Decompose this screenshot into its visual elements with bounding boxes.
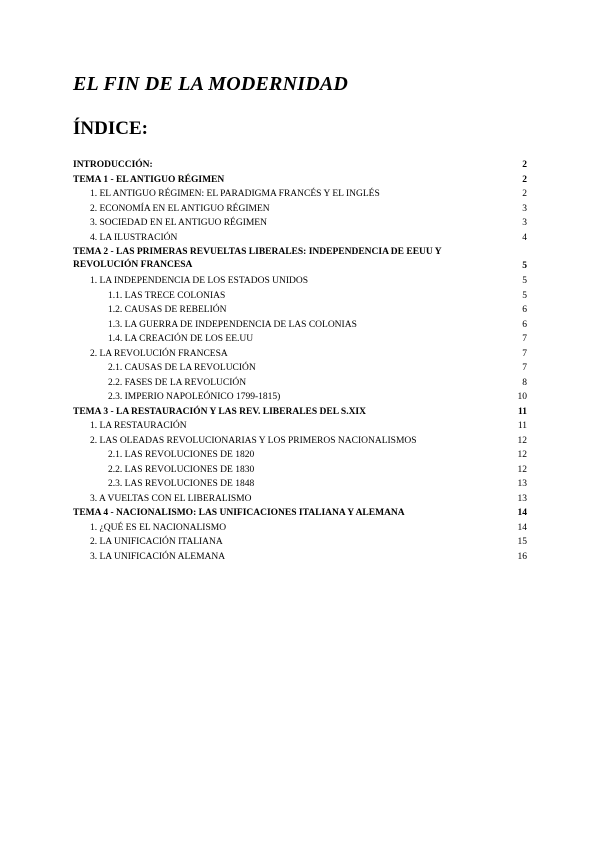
toc-entry-title: 4. LA ILUSTRACIÓN xyxy=(90,232,178,243)
toc-entry-title: 2.3. IMPERIO NAPOLEÓNICO 1799-1815) xyxy=(108,392,281,402)
toc-entry-title: 2.1. CAUSAS DE LA REVOLUCIÓN xyxy=(108,363,256,373)
toc-entry-title: 1. EL ANTIGUO RÉGIMEN: EL PARADIGMA FRANCÉS Y EL INGLÉS xyxy=(90,189,380,199)
toc-page-number: 5 xyxy=(522,261,527,271)
toc-entry[interactable] xyxy=(73,231,527,246)
toc-entry[interactable] xyxy=(73,289,527,304)
toc-entry-title: 1.4. LA CREACIÓN DE LOS EE.UU xyxy=(108,334,254,344)
toc-entry[interactable] xyxy=(73,202,527,217)
toc-entry[interactable] xyxy=(73,216,527,231)
toc-entry[interactable] xyxy=(73,187,527,202)
toc-page-number: 10 xyxy=(517,392,527,402)
toc-page-number: 12 xyxy=(517,464,527,475)
toc-entry[interactable] xyxy=(73,535,527,550)
toc-page-number: 12 xyxy=(517,450,527,460)
toc-page-number: 3 xyxy=(522,203,527,214)
toc-page-number: 14 xyxy=(517,508,527,518)
toc-entry[interactable] xyxy=(73,521,527,536)
toc-entry[interactable] xyxy=(73,434,527,449)
toc-entry-title: 2.2. FASES DE LA REVOLUCIÓN xyxy=(108,377,247,388)
toc-page-number: 12 xyxy=(517,435,527,446)
toc-entry-title: TEMA 3 - LA RESTAURACIÓN Y LAS REV. LIBERALES DEL S.XIX xyxy=(73,406,366,417)
toc-page-number: 6 xyxy=(522,305,527,315)
toc-page-number: 13 xyxy=(517,479,527,489)
toc-entry-title: 1. ¿QUÉ ES EL NACIONALISMO xyxy=(90,522,227,533)
toc-entry[interactable] xyxy=(73,332,527,347)
toc-entry[interactable] xyxy=(73,419,527,434)
toc-page-number: 4 xyxy=(522,232,527,243)
toc-page-number: 5 xyxy=(522,276,527,286)
toc-page-number: 3 xyxy=(522,218,527,228)
toc-entry-title: 3. LA UNIFICACIÓN ALEMANA xyxy=(90,551,226,562)
toc-entry-title: 3. SOCIEDAD EN EL ANTIGUO RÉGIMEN xyxy=(90,218,267,228)
table-of-contents xyxy=(73,158,527,564)
toc-entry[interactable] xyxy=(73,448,527,463)
toc-entry-title: 1.1. LAS TRECE COLONIAS xyxy=(108,290,226,301)
toc-chapter-entry[interactable] xyxy=(73,245,527,274)
toc-entry-title: TEMA 1 - EL ANTIGUO RÉGIMEN xyxy=(73,174,225,185)
toc-entry[interactable] xyxy=(73,376,527,391)
toc-chapter-entry[interactable] xyxy=(73,506,527,521)
toc-page-number: 15 xyxy=(517,537,527,547)
toc-entry-title: 2.2. LAS REVOLUCIONES DE 1830 xyxy=(108,464,255,475)
toc-chapter-entry[interactable] xyxy=(73,173,527,188)
toc-entry-title: 1.2. CAUSAS DE REBELIÓN xyxy=(108,305,227,315)
toc-entry[interactable] xyxy=(73,390,527,405)
toc-page-number: 7 xyxy=(522,348,527,359)
toc-entry-title: 2. LA UNIFICACIÓN ITALIANA xyxy=(90,537,223,547)
toc-entry[interactable] xyxy=(73,318,527,333)
toc-page-number: 2 xyxy=(522,189,527,199)
toc-entry[interactable] xyxy=(73,274,527,289)
toc-entry-title: 1. LA INDEPENDENCIA DE LOS ESTADOS UNIDOS xyxy=(90,276,309,286)
toc-page-number: 7 xyxy=(522,363,527,373)
toc-page-number: 2 xyxy=(522,174,527,185)
document-title: EL FIN DE LA MODERNIDAD xyxy=(73,73,349,95)
toc-entry[interactable] xyxy=(73,477,527,492)
toc-entry-title: TEMA 2 - LAS PRIMERAS REVUELTAS LIBERALES: INDEPENDENCIA DE EEUU Y REVOLUCIÓN FRANCESA xyxy=(73,247,442,270)
toc-page-number: 8 xyxy=(522,377,527,388)
toc-entry-title: TEMA 4 - NACIONALISMO: LAS UNIFICACIONES ITALIANA Y ALEMANA xyxy=(73,508,405,518)
toc-entry-title: 3. A VUELTAS CON EL LIBERALISMO xyxy=(90,493,252,504)
toc-chapter-entry[interactable] xyxy=(73,158,527,173)
toc-chapter-entry[interactable] xyxy=(73,405,527,420)
toc-page-number: 11 xyxy=(518,406,527,417)
toc-page-number: 16 xyxy=(517,551,527,562)
toc-entry-title: 2. LA REVOLUCIÓN FRANCESA xyxy=(90,348,228,359)
toc-page-number: 2 xyxy=(522,160,527,170)
toc-entry-title: 1.3. LA GUERRA DE INDEPENDENCIA DE LAS COLONIAS xyxy=(108,319,357,330)
toc-page-number: 14 xyxy=(517,522,527,533)
toc-page-number: 11 xyxy=(517,421,527,431)
toc-entry-title: 2.3. LAS REVOLUCIONES DE 1848 xyxy=(108,479,255,489)
toc-page-number: 13 xyxy=(517,493,527,504)
toc-page-number: 5 xyxy=(522,290,527,301)
toc-page-number: 6 xyxy=(522,319,527,330)
toc-entry[interactable] xyxy=(73,361,527,376)
toc-entry-title: 1. LA RESTAURACIÓN xyxy=(90,421,187,431)
toc-entry-title: 2. LAS OLEADAS REVOLUCIONARIAS Y LOS PRIMEROS NACIONALISMOS xyxy=(90,435,417,446)
toc-entry[interactable] xyxy=(73,303,527,318)
toc-page-number: 7 xyxy=(522,334,527,344)
toc-entry-title: 2.1. LAS REVOLUCIONES DE 1820 xyxy=(108,450,255,460)
toc-entry[interactable] xyxy=(73,492,527,507)
toc-entry[interactable] xyxy=(73,550,527,565)
toc-entry[interactable] xyxy=(73,347,527,362)
toc-entry[interactable] xyxy=(73,463,527,478)
toc-entry-title: INTRODUCCIÓN: xyxy=(73,160,153,170)
toc-entry-title: 2. ECONOMÍA EN EL ANTIGUO RÉGIMEN xyxy=(90,203,270,214)
index-heading: ÍNDICE: xyxy=(73,118,148,139)
